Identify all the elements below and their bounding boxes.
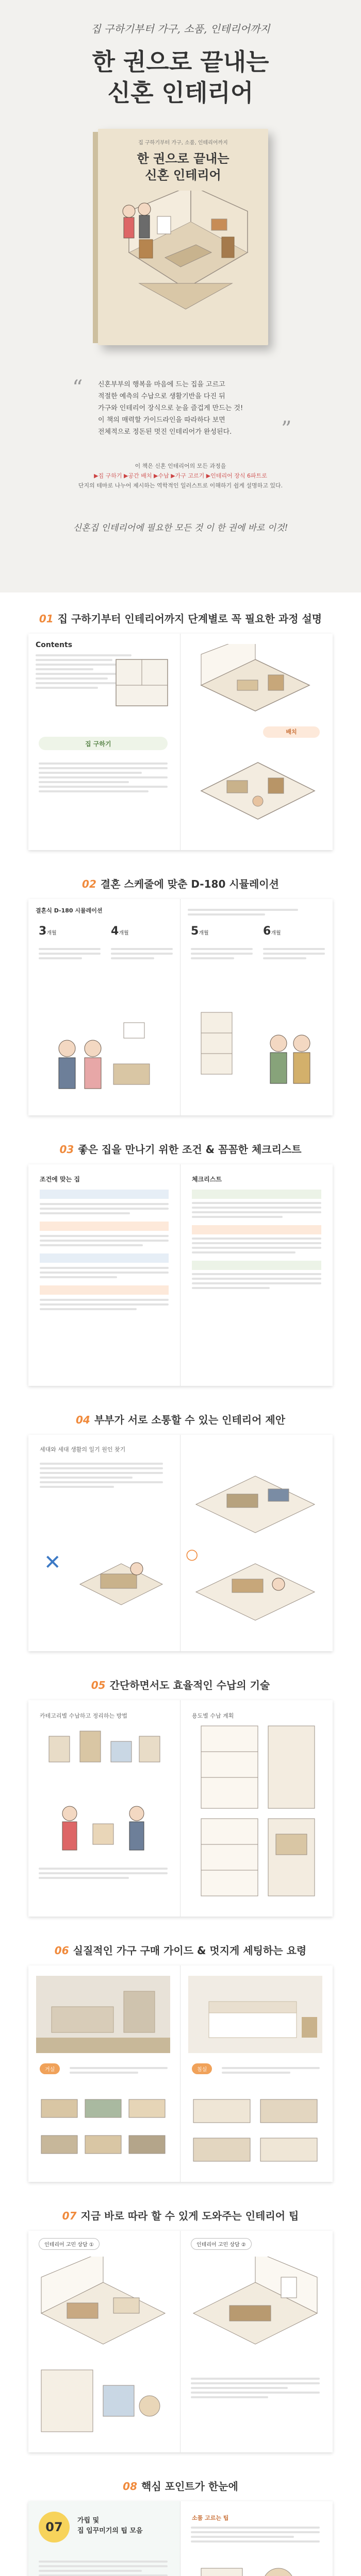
summary-line3: 단지의 테마로 나누어 제시하는 역학적인 일러스트로 이해하기 쉽게 설명하고 있다.	[78, 482, 283, 489]
section-04-spread	[28, 1435, 333, 1651]
spread-left-page	[28, 1700, 180, 1917]
condition-heading: 조건에 맞는 집	[40, 1176, 80, 1183]
quote-open-mark: “	[72, 376, 83, 400]
spread-left-page	[28, 2501, 180, 2576]
section-06-title	[0, 1942, 361, 1957]
d-number: 6	[263, 925, 271, 938]
checklist-heading: 체크리스트	[192, 1176, 222, 1183]
hero-section	[0, 0, 361, 592]
sofa-options-illustration	[36, 2089, 170, 2172]
d-number: 4	[111, 925, 119, 938]
checklist-table	[188, 1190, 325, 1289]
hero-title-line2: 신혼 인테리어	[107, 79, 254, 107]
section-heading: 결혼 스케줄에 맞춘 D-180 시뮬레이션	[100, 878, 279, 890]
living-illustration-1	[191, 1466, 320, 1543]
spread-left-page	[28, 2231, 180, 2452]
couple-illustration	[36, 1012, 170, 1100]
d-text	[39, 945, 101, 962]
sofa-illustration	[75, 1538, 168, 1631]
section-heading: 지금 바로 따라 할 수 있게 도와주는 인테리어 팁	[80, 2210, 299, 2222]
d-suffix: 개월	[271, 930, 281, 936]
d-number: 5	[191, 925, 199, 938]
spread-left-page	[28, 1164, 180, 1386]
quote-line: 전체적으로 정돈된 멋진 인테리어가 완성된다.	[98, 428, 232, 436]
book-cover	[98, 129, 268, 345]
book-top-label: 집 구하기부터 가구, 소품, 인테리어까지	[138, 140, 228, 146]
d180-label: 결혼식 D-180 시뮬레이션	[36, 907, 103, 914]
hero-bottom-handwriting: 신혼집 인테리어에 필요한 모든 것 이 한 권에 바로 이것!	[73, 523, 288, 533]
room-layout-illustration	[191, 644, 320, 721]
tips-room-illustration-1	[36, 2257, 170, 2360]
d-item	[263, 925, 281, 938]
section-02-spread	[28, 899, 333, 1115]
section-01-title	[0, 611, 361, 625]
d-item	[191, 925, 209, 938]
spread-right-page	[180, 1700, 333, 1917]
couple-storage-illustration	[39, 1793, 168, 1860]
section-03-title	[0, 1141, 361, 1156]
book-spine	[93, 132, 98, 343]
point-title-line1: 가립 및	[77, 2517, 100, 2524]
s4-text	[40, 1463, 163, 1488]
storage-items-illustration	[39, 1721, 168, 1793]
section-number: 01	[39, 613, 54, 625]
summary-line2: ▶집 구하기 ▶공간 배치 ▶수납 ▶가구 고르기 ▶인테리어 장식 6파트로	[94, 472, 267, 479]
s7-text	[191, 2375, 320, 2401]
contents-heading: Contents	[36, 641, 73, 649]
living-room-photo	[36, 1976, 170, 2053]
d-text	[263, 945, 325, 962]
spread-left-page	[28, 899, 180, 1115]
d-item	[39, 925, 57, 938]
section-06-spread	[28, 1965, 333, 2182]
quote-line: 가구와 인테리어 장식으로 눈을 즐겁게 만드는 것!	[98, 404, 243, 412]
spread-left-page	[28, 1435, 180, 1651]
d-text	[191, 945, 253, 962]
section-heading: 부부가 서로 소통할 수 있는 인테리어 제안	[94, 1414, 286, 1426]
section-number: 07	[62, 2210, 77, 2222]
point-number-badge: 07	[39, 2512, 70, 2543]
point-title-line2: 집 입꾸미기의 팁 모음	[77, 2527, 143, 2535]
decor-items-illustration	[191, 2558, 320, 2576]
floorplan-illustration	[111, 654, 173, 711]
s8-right-heading: 소품 고르는 팁	[192, 2515, 229, 2521]
section-04-title	[0, 1412, 361, 1427]
s5-right-heading: 용도별 수납 계획	[192, 1713, 234, 1719]
tag-bedroom: 침실	[192, 2063, 212, 2074]
quote-text	[98, 379, 289, 438]
spread-left-page	[28, 1965, 180, 2182]
d-suffix: 개월	[46, 930, 57, 936]
section-01-spread	[28, 634, 333, 850]
section-number: 04	[75, 1414, 90, 1426]
section-number: 06	[54, 1944, 69, 1957]
section-05-title	[0, 1677, 361, 1692]
s4-heading: 세대와 세대 생활의 일기 원인 찾기	[40, 1446, 126, 1453]
condition-list	[36, 1190, 173, 1310]
spread-left-page	[28, 634, 180, 850]
d-suffix: 개월	[119, 930, 129, 936]
tips-room-illustration-3	[188, 2257, 322, 2360]
point-title	[77, 2516, 143, 2536]
spread-right-page	[180, 2231, 333, 2452]
section-03-spread	[28, 1164, 333, 1386]
wrong-icon: ✕	[44, 1551, 61, 1574]
section-heading: 핵심 포인트가 한눈에	[141, 2480, 238, 2493]
section-heading: 실질적인 가구 구매 가이드 & 멋지게 세팅하는 요령	[73, 1944, 307, 1957]
s7-right-heading: 인테리어 고민 상담 ②	[191, 2238, 252, 2250]
hero-title-line1: 한 권으로 끝내는	[92, 48, 269, 76]
section-07-title	[0, 2208, 361, 2223]
part-label: 집 구하기	[85, 740, 111, 748]
bedroom-photo	[188, 1976, 322, 2053]
summary-block	[21, 461, 340, 490]
check-icon: ○	[186, 1546, 199, 1563]
s5-text	[39, 1865, 168, 1882]
closet-illustration	[196, 1721, 320, 1901]
intro-text	[188, 909, 298, 916]
section-08-title	[0, 2478, 361, 2493]
d-number: 3	[39, 925, 47, 938]
section-number: 03	[59, 1143, 74, 1156]
part2-label: 배치	[263, 726, 320, 738]
section-number: 08	[123, 2480, 138, 2493]
part-banner	[39, 737, 168, 750]
s7-left-heading: 인테리어 고민 상담 ①	[39, 2238, 100, 2250]
cover-room-illustration	[108, 191, 258, 335]
section-02-title	[0, 876, 361, 891]
spread-right-page	[180, 2501, 333, 2576]
spread-right-page	[180, 1965, 333, 2182]
section-heading: 간단하면서도 효율적인 수납의 기술	[109, 1679, 270, 1691]
quote-line: 이 책의 매력할 가이드라인을 따라하다 보면	[98, 416, 225, 424]
living-illustration-2	[191, 1553, 320, 1631]
quote-line: 신혼부부의 행복을 마음에 드는 집을 고르고	[98, 381, 225, 388]
d-item	[111, 925, 129, 938]
d-suffix: 개월	[199, 930, 209, 936]
s6-text	[70, 2064, 168, 2076]
s5-left-heading: 카테고리별 수납하고 정리하는 방법	[40, 1713, 127, 1719]
spread-right-page	[180, 634, 333, 850]
s6-text	[222, 2064, 320, 2076]
section-number: 02	[82, 878, 96, 890]
page-text-lines	[39, 760, 168, 795]
spread-right-page	[180, 899, 333, 1115]
tips-room-illustration-2	[36, 2365, 170, 2442]
hero-title	[0, 46, 361, 108]
spread-right-page	[180, 1164, 333, 1386]
spread-right-page	[180, 1435, 333, 1651]
section-07-spread	[28, 2231, 333, 2452]
s8-right-text	[191, 2524, 320, 2545]
section-heading: 집 구하기부터 인테리어까지 단계별로 꼭 필요한 과정 설명	[57, 613, 322, 625]
section-number: 05	[91, 1679, 106, 1691]
section-heading: 좋은 집을 만나기 위한 조건 & 꼼꼼한 체크리스트	[78, 1143, 302, 1156]
quote-close-mark: ”	[281, 417, 292, 441]
book-title-line2: 신혼 인테리어	[145, 168, 221, 182]
room-plan-illustration	[196, 750, 320, 832]
s8-text	[39, 2558, 168, 2576]
quote-line: 적절한 예측의 수납으로 생활기반을 다진 뒤	[98, 393, 225, 400]
book-title-line1: 한 권으로 끝내는	[137, 151, 229, 166]
bed-options-illustration	[188, 2089, 322, 2172]
d-text	[111, 945, 173, 962]
summary-line1: 이 책은 신혼 인테리어의 모든 과정을	[135, 463, 226, 469]
shelf-illustration	[191, 1002, 325, 1100]
handwritten-tagline: 집 구하기부터 가구, 소품, 인테리어까지	[91, 23, 270, 35]
section-08-spread	[28, 2501, 333, 2576]
tag-living: 거실	[40, 2063, 60, 2074]
section-05-spread	[28, 1700, 333, 1917]
